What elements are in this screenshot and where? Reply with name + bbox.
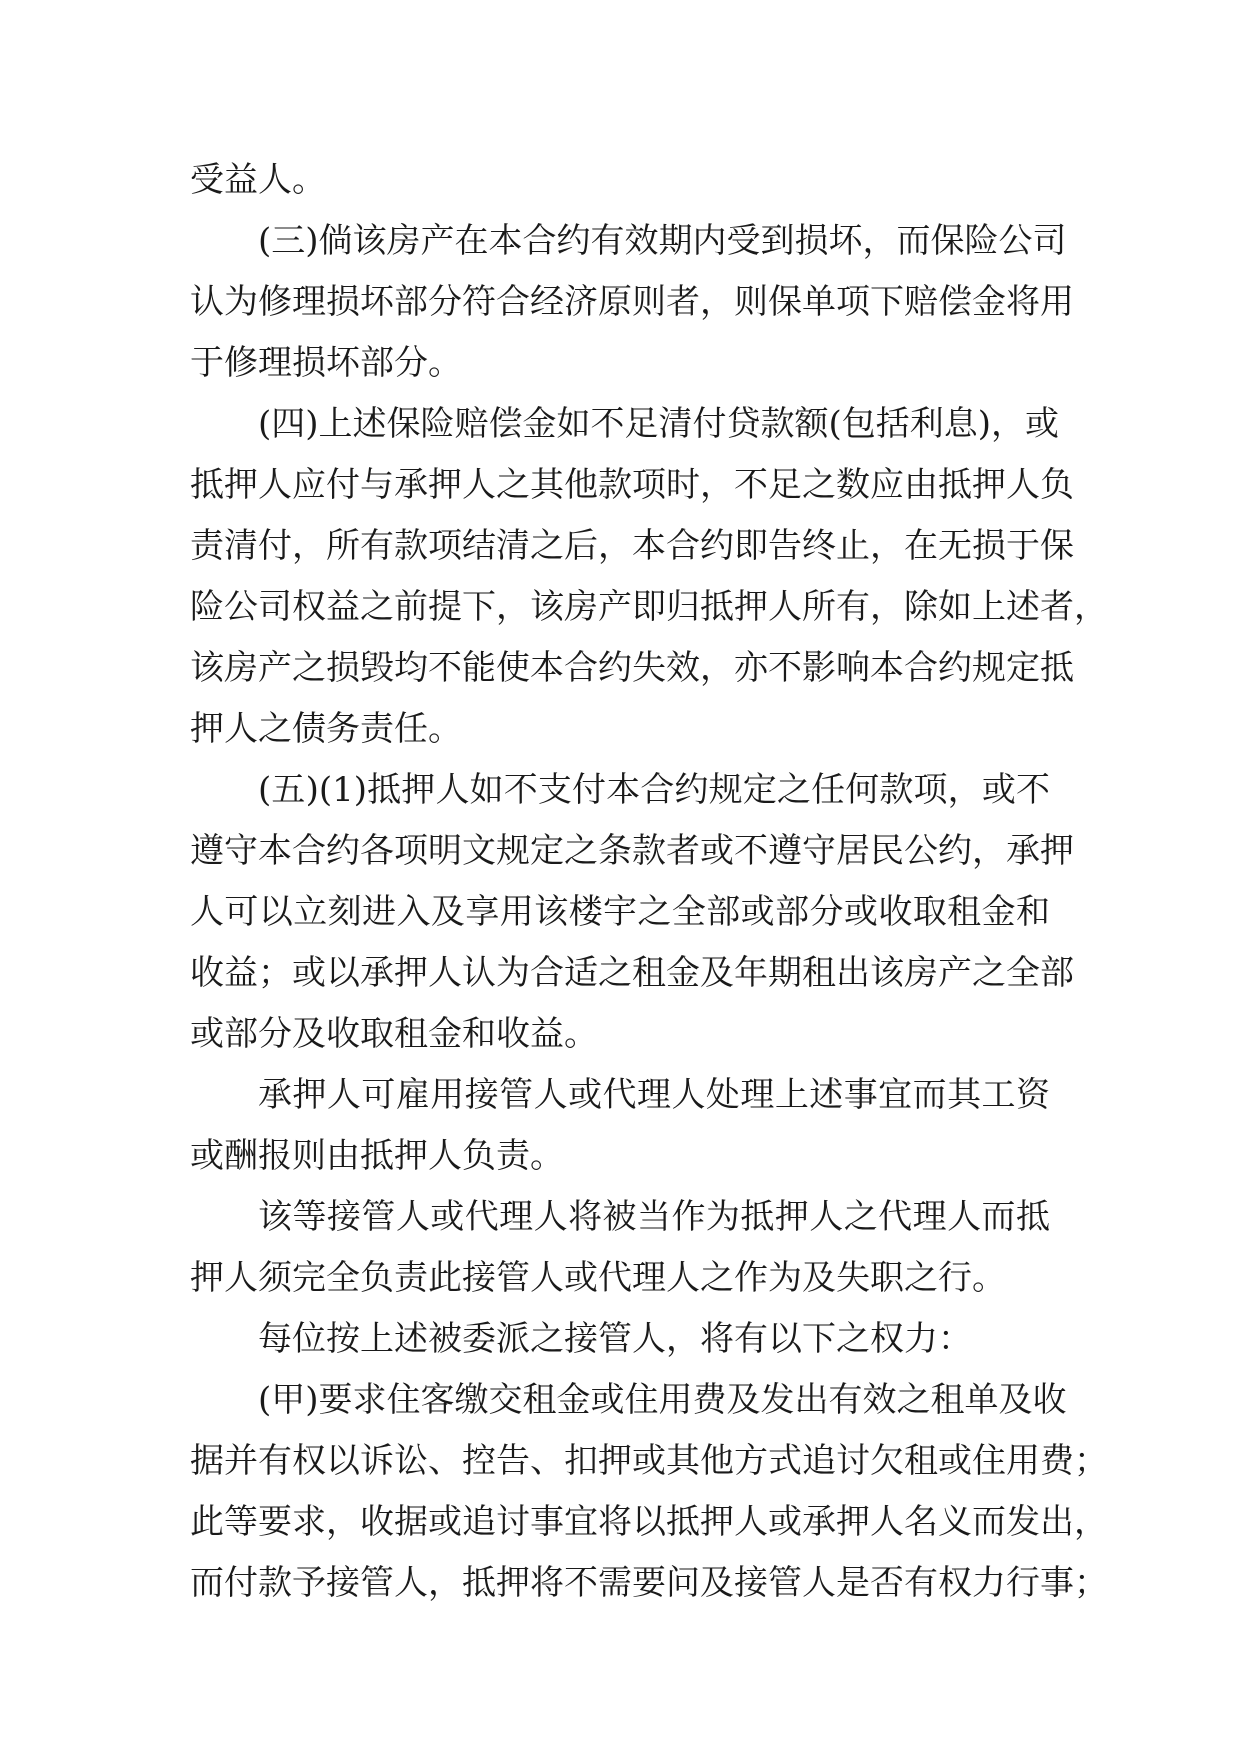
text-line: 此等要求，收据或追讨事宜将以抵押人或承押人名义而发出，	[190, 1502, 1108, 1542]
text-line: (三)倘该房产在本合约有效期内受到损坏，而保险公司	[258, 221, 1067, 261]
text-line: 或酬报则由抵押人负责。	[190, 1136, 564, 1176]
text-line: 险公司权益之前提下，该房产即归抵押人所有，除如上述者，	[190, 587, 1108, 627]
text-line: 每位按上述被委派之接管人，将有以下之权力：	[258, 1319, 972, 1359]
document-body	[190, 150, 1108, 1614]
text-line: 承押人可雇用接管人或代理人处理上述事宜而其工资	[258, 1075, 1050, 1115]
text-line: 认为修理损坏部分符合经济原则者，则保单项下赔偿金将用	[190, 282, 1074, 322]
text-line: 责清付，所有款项结清之后，本合约即告终止，在无损于保	[190, 526, 1074, 566]
text-line: 或部分及收取租金和收益。	[190, 1014, 598, 1054]
text-line: 据并有权以诉讼、控告、扣押或其他方式追讨欠租或住用费；	[190, 1441, 1108, 1481]
text-line: 遵守本合约各项明文规定之条款者或不遵守居民公约，承押	[190, 831, 1074, 871]
text-line: 收益；或以承押人认为合适之租金及年期租出该房产之全部	[190, 953, 1074, 993]
text-line: 押人须完全负责此接管人或代理人之作为及失职之行。	[190, 1258, 1006, 1298]
text-line: 而付款予接管人，抵押将不需要问及接管人是否有权力行事；	[190, 1563, 1108, 1603]
text-line: (甲)要求住客缴交租金或住用费及发出有效之租单及收	[258, 1380, 1067, 1420]
text-line: 于修理损坏部分。	[190, 343, 462, 383]
text-line: 该房产之损毁均不能使本合约失效，亦不影响本合约规定抵	[190, 648, 1074, 688]
text-line: 人可以立刻进入及享用该楼宇之全部或部分或收取租金和	[190, 892, 1050, 932]
text-line: 押人之债务责任。	[190, 709, 462, 749]
text-line: (五)(1)抵押人如不支付本合约规定之任何款项，或不	[258, 770, 1050, 810]
text-line: 该等接管人或代理人将被当作为抵押人之代理人而抵	[258, 1197, 1050, 1237]
text-line: (四)上述保险赔偿金如不足清付贷款额(包括利息)，或	[258, 404, 1060, 444]
text-line: 受益人。	[190, 160, 326, 200]
text-line: 抵押人应付与承押人之其他款项时，不足之数应由抵押人负	[190, 465, 1074, 505]
